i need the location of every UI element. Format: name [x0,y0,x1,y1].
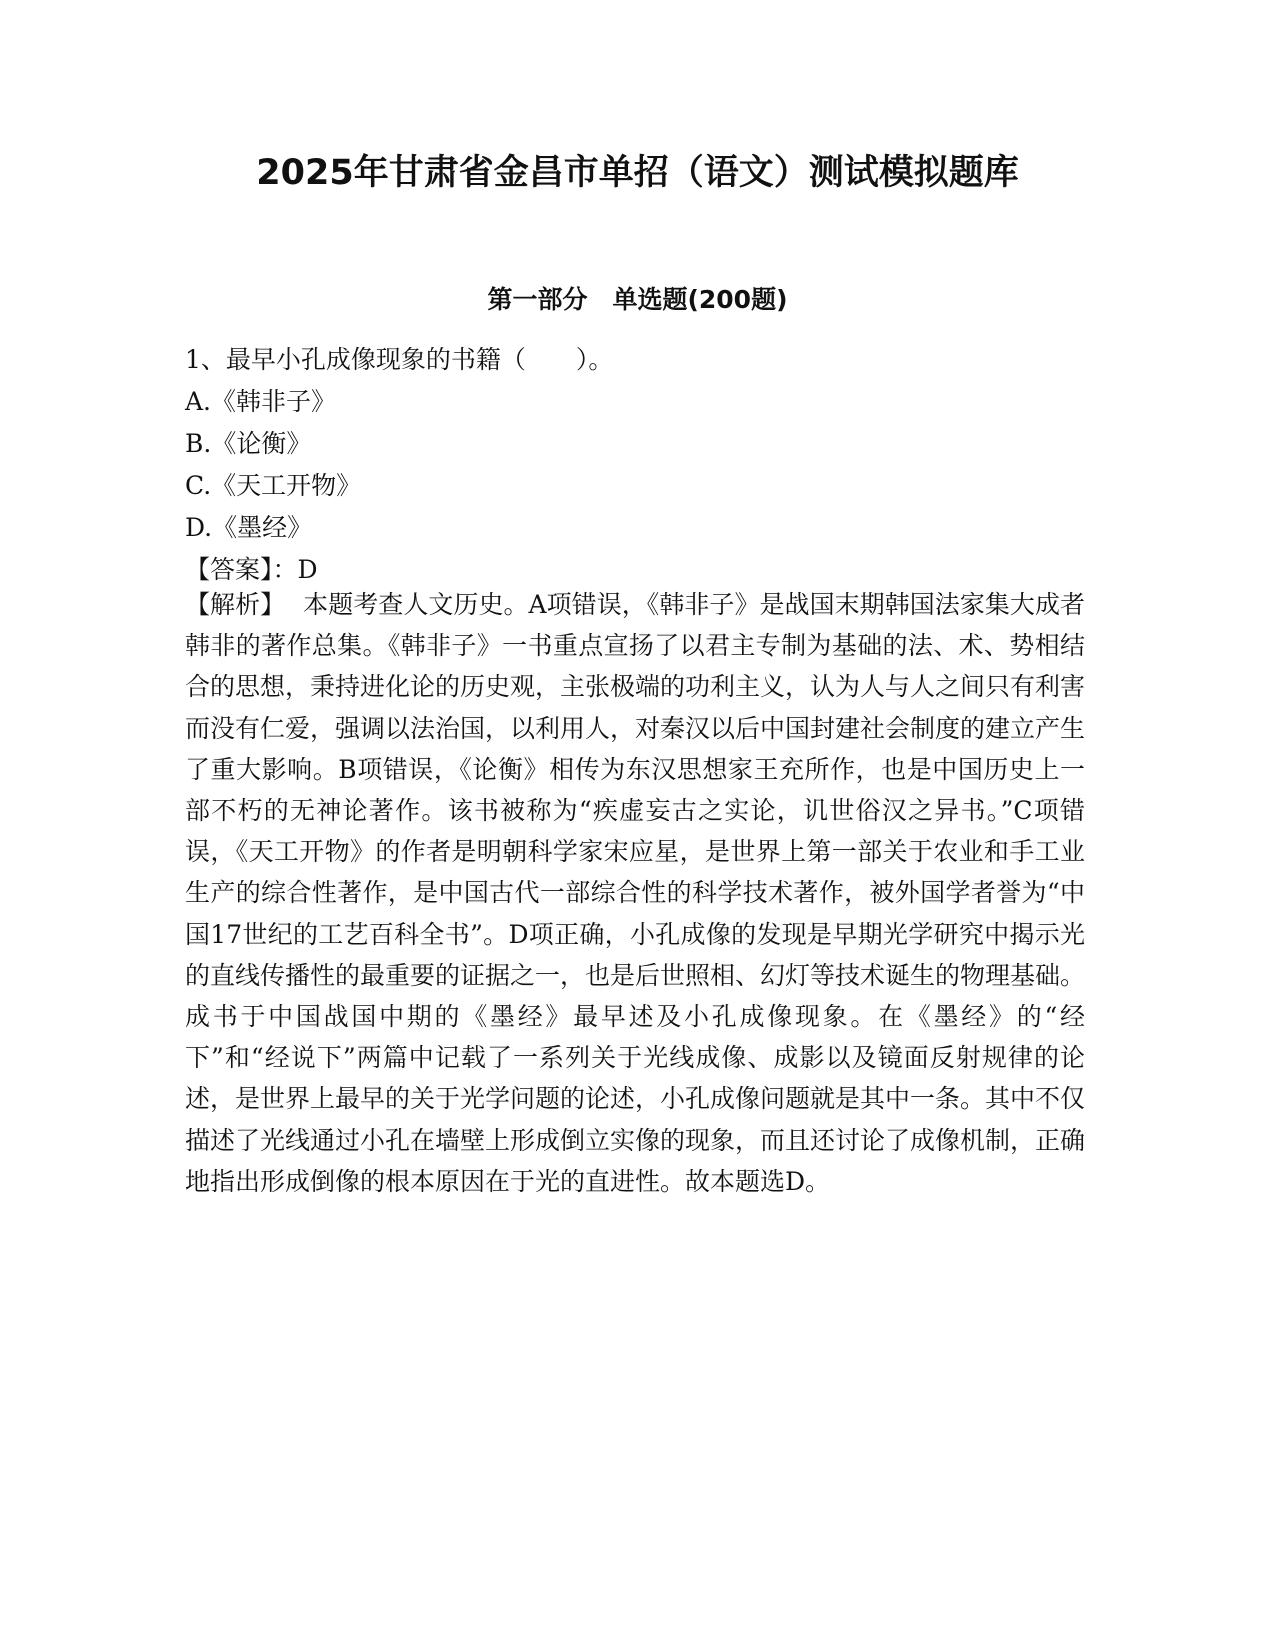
question-stem: 1、最早小孔成像现象的书籍（ ）。 [185,345,614,374]
analysis-text: 本题考查人文历史。A项错误，《韩非子》是战国末期韩国法家集大成者韩非的著作总集。《韩非子》一书重点宣扬了以君主专制为基础的法、术、势相结合的思想，秉持进化论的历史观，主张极端的功利主义，认为人与人之间只有利害而没有仁爱，强调以法治国，以利用人，对秦汉以后中国封建社会制度的建立产生了重大影响。B项错误，《论衡》相传为东汉思想家王充所作，也是中国历史上一部不朽的无神论著作。该书被称为“疾虚妄古之实论，讥世俗汉之异书。”C项错误，《天工开物》的作者是明朝科学家宋应星，是世界上第一部关于农业和手工业生产的综合性著作，是中国古代一部综合性的科学技术著作，被外国学者誉为“中国17世纪的工艺百科全书”。D项正确，小孔成像的发现是早期光学研究中揭示光的直线传播性的最重要的证据之一，也是后世照相、幻灯等技术诞生的物理基础。成书于中国战国中期的《墨经》最早述及小孔成像现象。在《墨经》的“经下”和“经说下”两篇中记载了一系列关于光线成像、成影以及镜面反射规律的论述，是世界上最早的关于光学问题的论述，小孔成像问题就是其中一条。其中不仅描述了光线通过小孔在墙壁上形成倒立实像的现象，而且还讨论了成像机制，正确地指出形成倒像的根本原因在于光的直进性。故本题选D。 [185,590,1086,1196]
option-a: A.《韩非子》 [185,387,337,416]
section-title: 第一部分 单选题(200题) [487,285,788,314]
option-c: C.《天工开物》 [185,471,362,500]
option-d: D.《墨经》 [185,513,313,542]
option-b: B.《论衡》 [185,429,312,458]
answer-line: 【答案】：D [185,555,318,584]
analysis-label: 【解析】 [185,590,286,619]
question-block [185,339,1085,591]
analysis-paragraph [185,584,1085,1202]
document-title: 2025年甘肃省金昌市单招（语文）测试模拟题库 [256,153,1019,193]
